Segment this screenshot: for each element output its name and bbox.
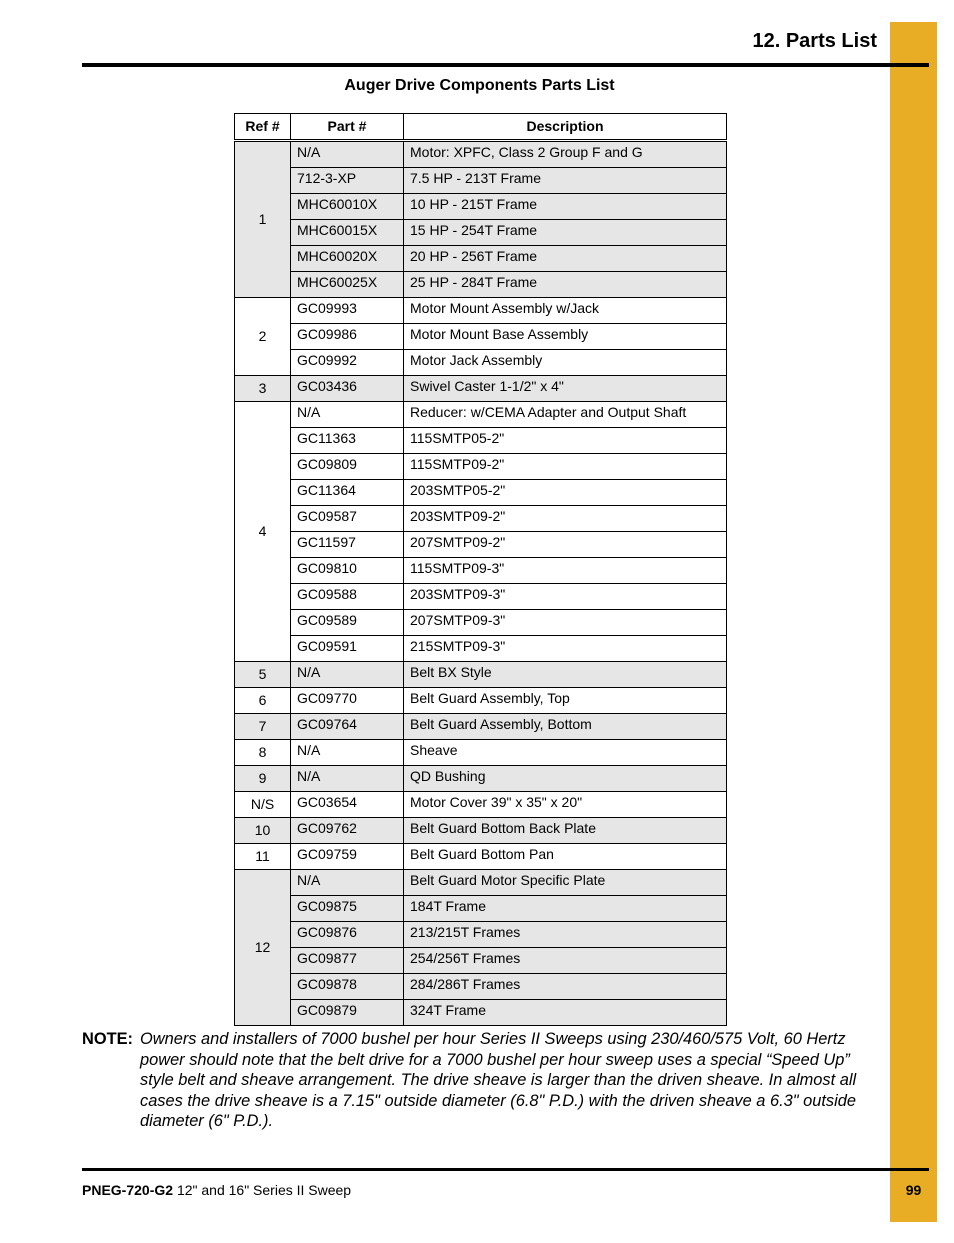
description-cell: 115SMTP05-2"	[404, 428, 727, 454]
description-cell: Motor Mount Base Assembly	[404, 324, 727, 350]
description-cell: Motor Cover 39" x 35" x 20"	[404, 792, 727, 818]
table-row	[235, 324, 727, 350]
table-title: Auger Drive Components Parts List	[344, 77, 615, 94]
description-cell: 203SMTP09-2"	[404, 506, 727, 532]
description-cell: Motor: XPFC, Class 2 Group F and G	[404, 141, 727, 168]
part-number-cell: N/A	[291, 141, 404, 168]
part-number-cell: 712-3-XP	[291, 168, 404, 194]
table-row	[235, 141, 727, 168]
description-cell: Motor Jack Assembly	[404, 350, 727, 376]
note-block	[82, 1029, 882, 1132]
part-number-cell: GC09588	[291, 584, 404, 610]
table-row	[235, 792, 727, 818]
column-header-description: Description	[404, 114, 727, 141]
part-number-cell: GC09591	[291, 636, 404, 662]
description-cell: Reducer: w/CEMA Adapter and Output Shaft	[404, 402, 727, 428]
part-number-cell: GC09992	[291, 350, 404, 376]
table-row	[235, 922, 727, 948]
description-cell: 25 HP - 284T Frame	[404, 272, 727, 298]
part-number-cell: GC09876	[291, 922, 404, 948]
part-number-cell: GC09993	[291, 298, 404, 324]
table-row	[235, 766, 727, 792]
ref-number-cell: 4	[235, 402, 291, 662]
description-cell: Belt Guard Assembly, Bottom	[404, 714, 727, 740]
part-number-cell: GC09759	[291, 844, 404, 870]
ref-number-cell: 11	[235, 844, 291, 870]
ref-number-cell: 7	[235, 714, 291, 740]
description-cell: 115SMTP09-2"	[404, 454, 727, 480]
part-number-cell: MHC60020X	[291, 246, 404, 272]
table-row	[235, 454, 727, 480]
table-row	[235, 714, 727, 740]
ref-number-cell: 10	[235, 818, 291, 844]
part-number-cell: GC09877	[291, 948, 404, 974]
description-cell: 254/256T Frames	[404, 948, 727, 974]
part-number-cell: GC09587	[291, 506, 404, 532]
document-id: PNEG-720-G2	[82, 1182, 174, 1198]
table-row	[235, 298, 727, 324]
part-number-cell: N/A	[291, 870, 404, 896]
table-row	[235, 194, 727, 220]
description-cell: 284/286T Frames	[404, 974, 727, 1000]
parts-table	[234, 113, 727, 1026]
part-number-cell: GC09589	[291, 610, 404, 636]
table-row	[235, 246, 727, 272]
table-row	[235, 948, 727, 974]
table-row	[235, 220, 727, 246]
description-cell: Belt Guard Assembly, Top	[404, 688, 727, 714]
part-number-cell: N/A	[291, 740, 404, 766]
table-row	[235, 610, 727, 636]
table-row	[235, 168, 727, 194]
description-cell: 203SMTP05-2"	[404, 480, 727, 506]
table-row	[235, 1000, 727, 1026]
table-row	[235, 870, 727, 896]
note-label: NOTE:	[82, 1030, 133, 1048]
table-row	[235, 896, 727, 922]
parts-table-body	[235, 141, 727, 1026]
table-row	[235, 376, 727, 402]
table-row	[235, 740, 727, 766]
ref-number-cell: 2	[235, 298, 291, 376]
description-cell: 207SMTP09-2"	[404, 532, 727, 558]
part-number-cell: N/A	[291, 766, 404, 792]
part-number-cell: GC09809	[291, 454, 404, 480]
description-cell: 213/215T Frames	[404, 922, 727, 948]
description-cell: QD Bushing	[404, 766, 727, 792]
description-cell: 215SMTP09-3"	[404, 636, 727, 662]
description-cell: 203SMTP09-3"	[404, 584, 727, 610]
table-row	[235, 558, 727, 584]
description-cell: 184T Frame	[404, 896, 727, 922]
description-cell: Motor Mount Assembly w/Jack	[404, 298, 727, 324]
description-cell: 15 HP - 254T Frame	[404, 220, 727, 246]
footer-divider	[82, 1168, 929, 1171]
part-number-cell: GC09879	[291, 1000, 404, 1026]
ref-number-cell: 8	[235, 740, 291, 766]
ref-number-cell: 6	[235, 688, 291, 714]
part-number-cell: GC09762	[291, 818, 404, 844]
ref-number-cell: 9	[235, 766, 291, 792]
section-title: 12. Parts List	[752, 30, 877, 52]
part-number-cell: N/A	[291, 402, 404, 428]
table-row	[235, 844, 727, 870]
description-cell: Belt Guard Bottom Pan	[404, 844, 727, 870]
description-cell: Sheave	[404, 740, 727, 766]
description-cell: 7.5 HP - 213T Frame	[404, 168, 727, 194]
part-number-cell: GC03436	[291, 376, 404, 402]
column-header-part: Part #	[291, 114, 404, 141]
part-number-cell: GC09770	[291, 688, 404, 714]
column-header-ref: Ref #	[235, 114, 291, 141]
ref-number-cell: N/S	[235, 792, 291, 818]
description-cell: Belt BX Style	[404, 662, 727, 688]
part-number-cell: GC03654	[291, 792, 404, 818]
part-number-cell: MHC60010X	[291, 194, 404, 220]
part-number-cell: GC09764	[291, 714, 404, 740]
part-number-cell: GC11363	[291, 428, 404, 454]
description-cell: 115SMTP09-3"	[404, 558, 727, 584]
table-row	[235, 584, 727, 610]
table-row	[235, 662, 727, 688]
table-row	[235, 272, 727, 298]
table-row	[235, 480, 727, 506]
table-row	[235, 974, 727, 1000]
table-row	[235, 688, 727, 714]
ref-number-cell: 12	[235, 870, 291, 1026]
footer	[82, 1182, 351, 1198]
table-row	[235, 428, 727, 454]
table-row	[235, 350, 727, 376]
table-header-row	[235, 114, 727, 141]
part-number-cell: GC09878	[291, 974, 404, 1000]
table-row	[235, 402, 727, 428]
part-number-cell: GC09875	[291, 896, 404, 922]
ref-number-cell: 3	[235, 376, 291, 402]
ref-number-cell: 5	[235, 662, 291, 688]
document-title: 12" and 16" Series II Sweep	[176, 1182, 352, 1198]
part-number-cell: GC09986	[291, 324, 404, 350]
description-cell: Belt Guard Bottom Back Plate	[404, 818, 727, 844]
table-row	[235, 506, 727, 532]
section-tab	[890, 22, 937, 1222]
page-number: 99	[905, 1182, 922, 1198]
part-number-cell: GC11597	[291, 532, 404, 558]
table-row	[235, 818, 727, 844]
description-cell: 324T Frame	[404, 1000, 727, 1026]
description-cell: 10 HP - 215T Frame	[404, 194, 727, 220]
part-number-cell: MHC60025X	[291, 272, 404, 298]
part-number-cell: GC11364	[291, 480, 404, 506]
description-cell: 20 HP - 256T Frame	[404, 246, 727, 272]
table-row	[235, 532, 727, 558]
part-number-cell: N/A	[291, 662, 404, 688]
part-number-cell: MHC60015X	[291, 220, 404, 246]
description-cell: 207SMTP09-3"	[404, 610, 727, 636]
part-number-cell: GC09810	[291, 558, 404, 584]
header-divider	[82, 63, 929, 67]
description-cell: Belt Guard Motor Specific Plate	[404, 870, 727, 896]
description-cell: Swivel Caster 1-1/2" x 4"	[404, 376, 727, 402]
ref-number-cell: 1	[235, 141, 291, 298]
note-text: Owners and installers of 7000 bushel per hour Series II Sweeps using 230/460/575 Volt, 60 Hertz power should note that the belt drive for a 7000 bushel per hour sweep uses a special “Speed Up” style belt and sheave arrangement. The drive sheave is larger than the driven sheave. In almost all cases the drive sheave is a 7.15" outside diameter (6.8" P.D.) with the driven sheave a 6.3" outside diameter (6" P.D.).	[140, 1030, 857, 1130]
table-row	[235, 636, 727, 662]
